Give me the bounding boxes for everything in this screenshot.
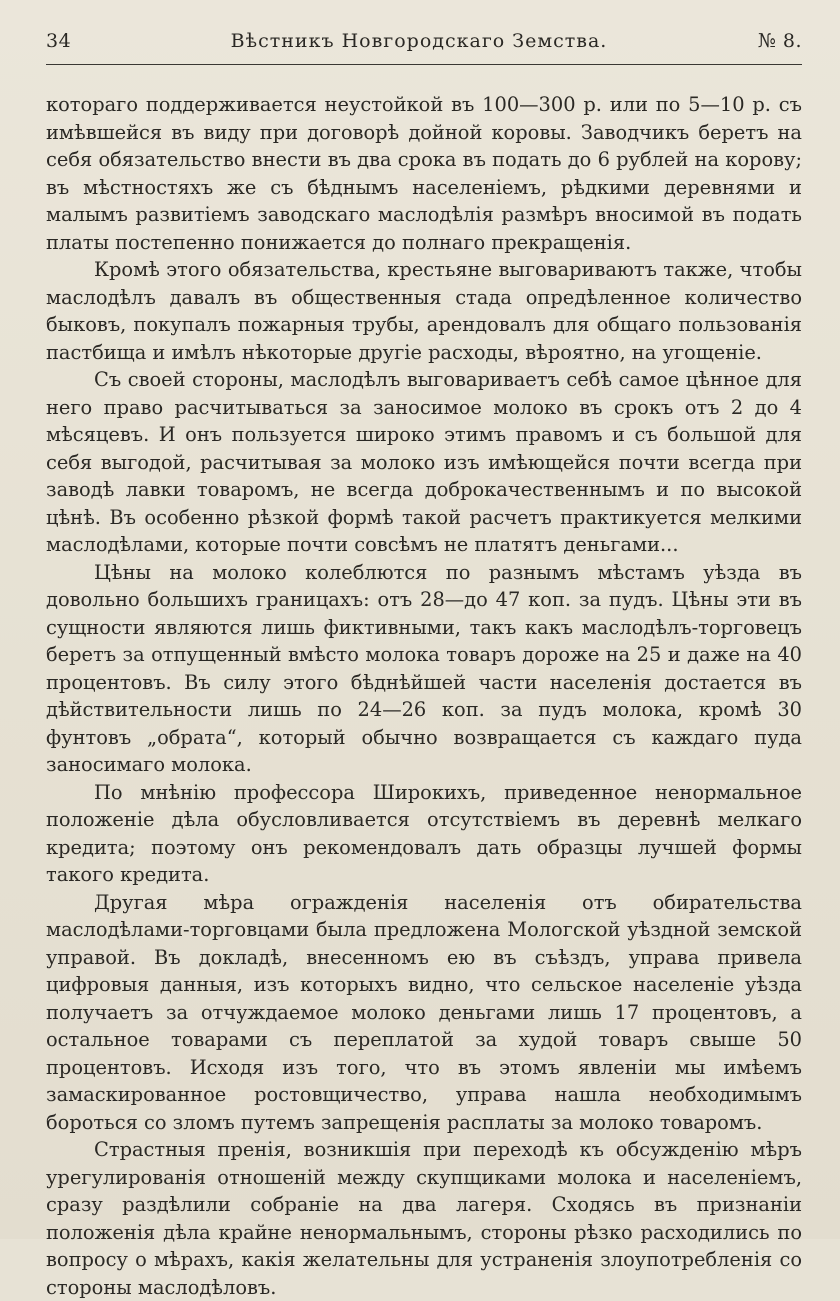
paragraph: Другая мѣра огражденія населенія отъ обирательства маслодѣлами-торговцами была предложена Мологской уѣздной земской управой. Въ докладѣ, внесенномъ ею въ съѣздъ, управа привела цифровыя данныя, изъ которыхъ видно, что сельское населеніе уѣзда получаетъ за отчуждаемое молоко деньгами лишь 17 процентовъ, а остальное товарами съ переплатой за худой товаръ свыше 50 процентовъ. Исходя изъ того, что въ этомъ явленіи мы имѣемъ замаскированное ростовщичество, управа нашла необходимымъ бороться со зломъ путемъ запрещенія расплаты за молоко товаромъ. (46, 890, 802, 1134)
paragraph: Страстныя пренія, возникшія при переходѣ къ обсужденію мѣръ урегулированія отношеній между скупщиками молока и населеніемъ, сразу раздѣлили собраніе на два лагеря. Сходясь въ признаніи положенія дѣла крайне ненормальнымъ, стороны рѣзко расходились по вопросу о мѣрахъ, какія желательны для устраненія злоупотребленія со стороны маслодѣловъ. (46, 1138, 802, 1299)
paragraph: Цѣны на молоко колеблются по разнымъ мѣстамъ уѣзда въ довольно большихъ границахъ: отъ 28—до 47 коп. за пудъ. Цѣны эти въ сущности являются лишь фиктивными, такъ какъ маслодѣлъ-торговецъ беретъ за отпущенный вмѣсто молока товаръ дороже на 25 и даже на 40 процентовъ. Въ силу этого бѣднѣйшей части населенія достается въ дѣйствительности лишь по 24—26 коп. за пудъ молока, кромѣ 30 фунтовъ „обрата“, который обычно возвращается съ каждаго пуда заносимаго молока. (46, 560, 802, 776)
header-rule (46, 64, 802, 65)
paragraph: По мнѣнію профессора Широкихъ, приведенное ненормальное положеніе дѣла обусловливается отсутствіемъ въ деревнѣ мелкаго кредита; поэтому онъ рекомендовалъ дать образцы лучшей формы такого кредита. (46, 780, 802, 886)
journal-title: Вѣстникъ Новгородскаго Земства. (230, 30, 608, 52)
article-body (46, 91, 802, 1301)
page-number: 34 (46, 30, 72, 52)
paragraph: Кромѣ этого обязательства, крестьяне выговариваютъ также, чтобы маслодѣлъ давалъ въ общественныя стада опредѣленное количество быковъ, покупалъ пожарныя трубы, арендовалъ для общаго пользованія пастбища и имѣлъ нѣкоторые другіе расходы, вѣроятно, на угощеніе. (46, 258, 802, 364)
running-header (46, 30, 802, 60)
paragraph: котораго поддерживается неустойкой въ 100—300 р. или по 5—10 р. съ имѣвшейся въ виду при договорѣ дойной коровы. Заводчикъ беретъ на себя обязательство внести въ два срока въ подать до 6 рублей на корову; въ мѣстностяхъ же съ бѣднымъ населеніемъ, рѣдкими деревнями и малымъ развитіемъ заводскаго маслодѣлія размѣръ вносимой въ подать платы постепенно понижается до полнаго прекращенія. (46, 93, 802, 254)
issue-number: № 8. (757, 30, 802, 52)
paragraph: Съ своей стороны, маслодѣлъ выговариваетъ себѣ самое цѣнное для него право расчитываться за заносимое молоко въ срокъ отъ 2 до 4 мѣсяцевъ. И онъ пользуется широко этимъ правомъ и съ большой для себя выгодой, расчитывая за молоко изъ имѣющейся почти всегда при заводѣ лавки товаромъ, не всегда доброкачественнымъ и по высокой цѣнѣ. Въ особенно рѣзкой формѣ такой расчетъ практикуется мелкими маслодѣлами, которые почти совсѣмъ не платятъ деньгами... (46, 368, 802, 556)
